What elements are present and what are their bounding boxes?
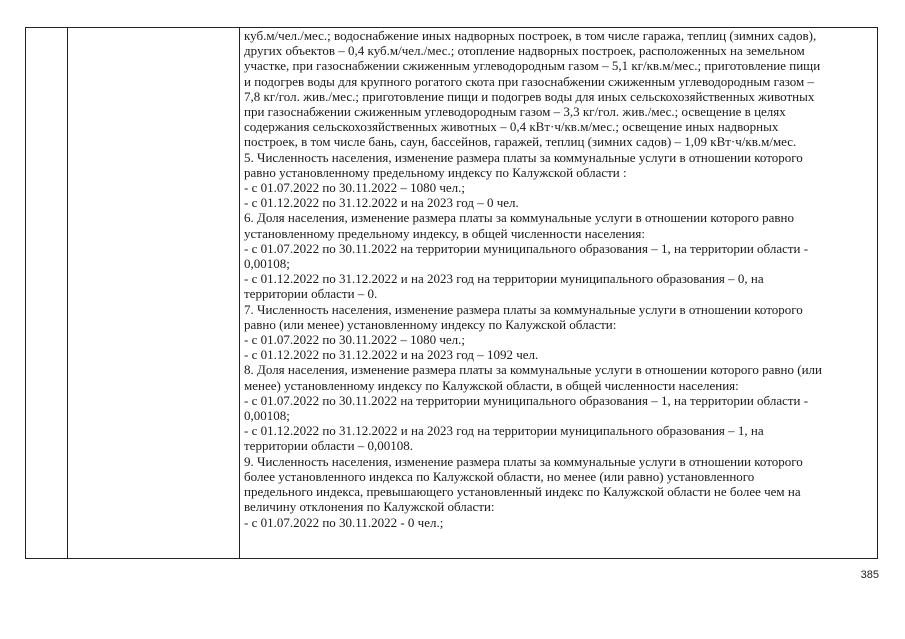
text-line: равно установленному предельному индексу по Калужской области : <box>244 164 627 180</box>
text-line: построек, в том числе бань, саун, бассейнов, гаражей, теплиц (зимних садов) – 1,09 кВт·ч/кв.м/мес. <box>244 134 797 150</box>
text-line: 7. Численность населения, изменение размера платы за коммунальные услуги в отношении которого <box>244 301 803 317</box>
text-line: 5. Численность населения, изменение размера платы за коммунальные услуги в отношении которого <box>244 149 803 165</box>
text-line: менее) установленному индексу по Калужской области, в общей численности населения: <box>244 377 739 393</box>
text-line: 9. Численность населения, изменение размера платы за коммунальные услуги в отношении которого <box>244 453 803 469</box>
text-line: - с 01.12.2022 по 31.12.2022 и на 2023 год – 0 чел. <box>244 195 519 211</box>
text-line: - с 01.07.2022 по 30.11.2022 – 1080 чел.; <box>244 332 465 348</box>
table-cell-text <box>244 28 872 530</box>
document-table <box>25 27 878 559</box>
text-line: - с 01.07.2022 по 30.11.2022 – 1080 чел.; <box>244 180 465 196</box>
text-line: - с 01.12.2022 по 31.12.2022 и на 2023 год на территории муниципального образования – 0, на <box>244 271 764 287</box>
text-line: - с 01.07.2022 по 30.11.2022 на территории муниципального образования – 1, на территории области - <box>244 240 809 256</box>
text-line: других объектов – 0,4 куб.м/чел./мес.; отопление надворных построек, расположенных на земельном <box>244 43 805 59</box>
text-line: установленному предельному индексу, в общей численности населения: <box>244 225 645 241</box>
text-line: 6. Доля населения, изменение размера платы за коммунальные услуги в отношении которого равно <box>244 210 794 226</box>
text-line: - с 01.12.2022 по 31.12.2022 и на 2023 год – 1092 чел. <box>244 347 539 363</box>
column-divider-2 <box>239 28 240 558</box>
text-line: величину отклонения по Калужской области: <box>244 499 495 515</box>
text-line: 7,8 кг/гол. жив./мес.; приготовление пищи и подогрев воды для иных сельскохозяйственных животных <box>244 88 815 104</box>
text-line: при газоснабжении сжиженным углеводородным газом – 3,3 кг/гол. жив./мес.; освещение в целях <box>244 104 786 120</box>
text-line: более установленного индекса по Калужской области, но менее (или равно) установленного <box>244 468 755 484</box>
text-line: - с 01.07.2022 по 30.11.2022 - 0 чел.; <box>244 514 444 530</box>
page-number: 385 <box>860 569 879 581</box>
text-line: куб.м/чел./мес.; водоснабжение иных надворных построек, в том числе гаража, теплиц (зимних садов), <box>244 28 817 43</box>
text-line: территории области – 0,00108. <box>244 438 414 454</box>
text-line: и подогрев воды для крупного рогатого скота при газоснабжении сжиженным углеводородным газом – <box>244 73 815 89</box>
text-line: 8. Доля населения, изменение размера платы за коммунальные услуги в отношении которого равно (или <box>244 362 822 378</box>
text-line: содержания сельскохозяйственных животных – 0,4 кВт·ч/кв.м/мес.; освещение иных надворных <box>244 119 779 135</box>
text-line: участке, при газоснабжении сжиженным углеводородным газом – 5,1 кг/кв.м/мес.; приготовление пищи <box>244 58 821 74</box>
text-line: предельного индекса, превышающего установленный индекс по Калужской области не более чем на <box>244 484 801 500</box>
text-line: территории области – 0. <box>244 286 378 302</box>
text-line: равно (или менее) установленному индексу по Калужской области: <box>244 316 617 332</box>
column-divider-1 <box>67 28 68 558</box>
text-line: 0,00108; <box>244 256 290 272</box>
text-line: 0,00108; <box>244 408 290 424</box>
text-line: - с 01.07.2022 по 30.11.2022 на территории муниципального образования – 1, на территории области - <box>244 392 809 408</box>
text-line: - с 01.12.2022 по 31.12.2022 и на 2023 год на территории муниципального образования – 1, на <box>244 423 764 439</box>
